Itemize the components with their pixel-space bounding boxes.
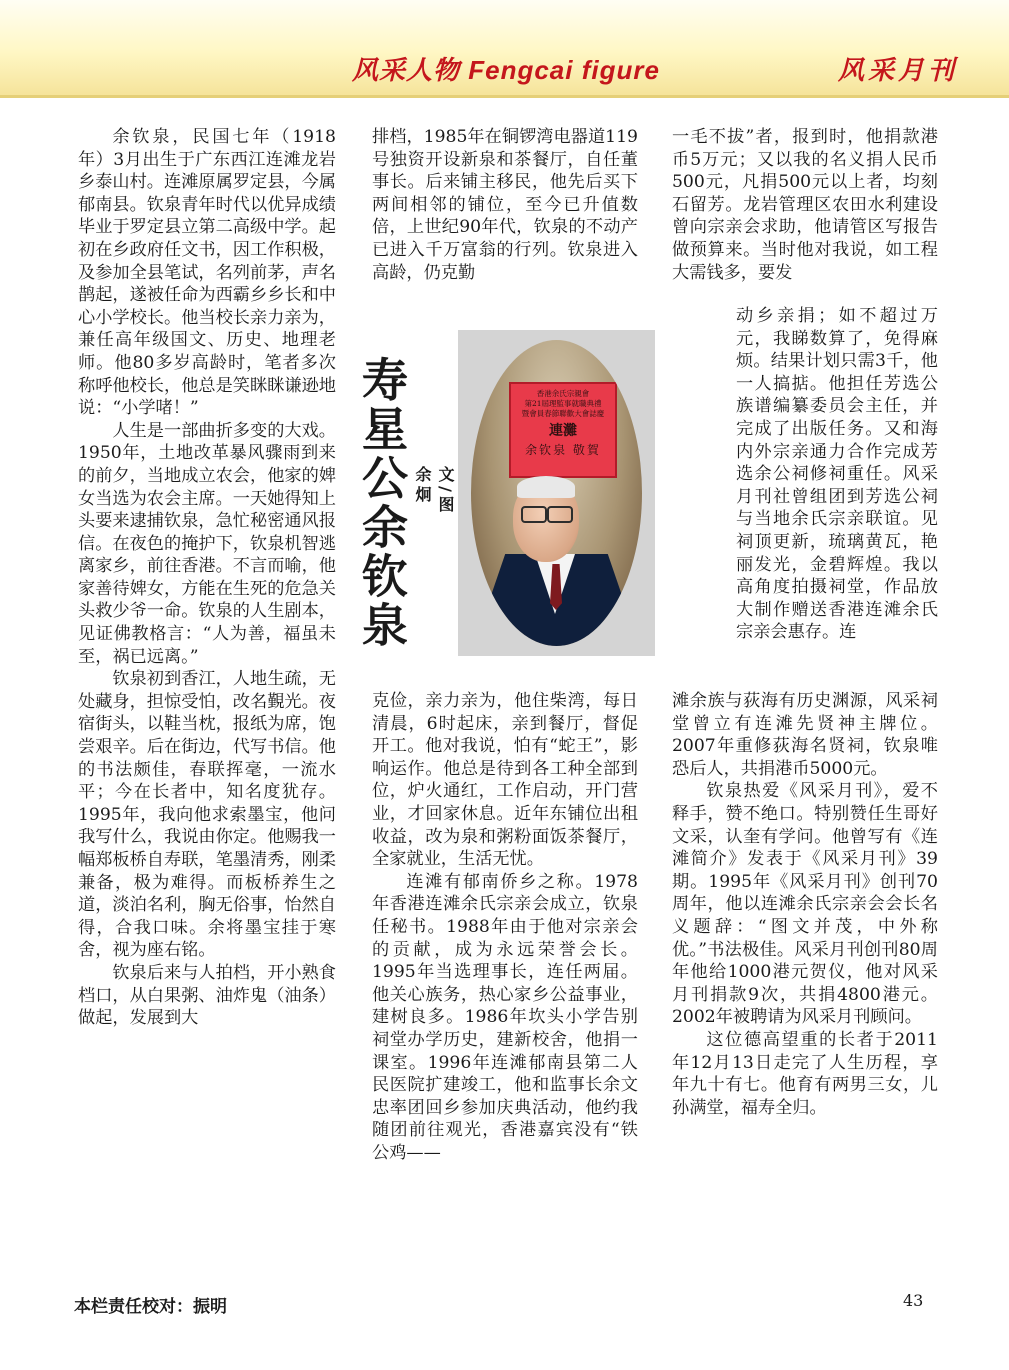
article-column-1 — [78, 126, 336, 1030]
paragraph: 滩余族与荻海有历史渊源，风采祠堂曾立有连滩先贤神主牌位。2007年重修荻海名贤祠，钦泉唯恐后人，共捐港币5000元。 — [672, 691, 938, 779]
article-column-3-top — [672, 126, 938, 284]
congratulation-banner — [509, 382, 617, 478]
byline-author: 余炯 — [413, 466, 432, 506]
banner-text: 連灘 — [549, 423, 577, 439]
magazine-brand: 风采月刊 — [838, 55, 959, 85]
banner-text: 余钦泉 敬賀 — [525, 443, 601, 457]
article-column-2-bottom — [372, 690, 638, 1164]
article-column-3-middle — [736, 305, 938, 644]
paragraph: 这位德高望重的长者于2011年12月13日走完了人生历程，享年九十有七。他育有两男三女，儿孙满堂，福寿全归。 — [672, 1029, 938, 1118]
banner-text: 暨會員春節聯歡大會誌慶 — [521, 409, 605, 418]
paragraph: 余钦泉，民国七年（1918年）3月出生于广东西江连滩龙岩乡泰山村。连滩原属罗定县，今属郁南县。钦泉青年时代以优异成绩毕业于罗定县立第二高级中学。起初在乡政府任文书，因工作积极，及参加全县笔试，名列前茅，声名鹊起，遂被任命为西霸乡乡长和中心小学校长。他当校长亲力亲为，兼任高年级国文、历史、地理老师。他80多岁高龄时，笔者多次称呼他校长，他总是笑眯眯谦逊地说：“小学啫！” — [78, 127, 336, 419]
column-brand: 风采人物 Fengcai figure — [352, 55, 660, 85]
byline — [411, 466, 457, 516]
article-title: 寿星公余钦泉 — [355, 356, 409, 650]
page-number: 43 — [903, 1291, 924, 1310]
portrait-oval — [471, 340, 642, 646]
header-divider — [0, 95, 1009, 98]
paragraph: 钦泉热爱《风采月刊》，爱不释手，赞不绝口。特别赞任生哥好文采，认奎有学问。他曾写有《连滩简介》发表于《风采月刊》39期。1995年《风采月刊》创刊70周年，他以连滩余氏宗亲会会长名义题辞：“图文并茂，中外称优。”书法极佳。风采月刊创刊80周年他给1000港元贺仪，他对风采月刊捐款9次，共捐4800港元。2002年被聘请为风采月刊顾问。 — [672, 781, 938, 1028]
paragraph: 钦泉初到香江，人地生疏，无处藏身，担惊受怕，改名覲光。夜宿街头，以鞋当枕，报纸为席，饱尝艰辛。后在街边，代写书信。他的书法颇佳，春联挥毫，一流水平；今在长者中，知名度犹存。1995年，我向他求索墨宝，他问我写什么，我说由你定。他赐我一幅郑板桥自寿联，笔墨清秀，刚柔兼备，极为难得。而板桥养生之道，淡泊名利，胸无俗事，怡然自得，合我口味。余将墨宝挂于寒舍，视为座右铭。 — [78, 669, 336, 961]
paragraph: 人生是一部曲折多变的大戏。1950年，土地改革暴风骤雨到来的前夕，当地成立农会，他家的婢女当选为农会主席。一天她得知上头要来逮捕钦泉，急忙秘密通风报信。在夜色的掩护下，钦泉机智逃离家乡，前往香港。不言而喻，他家善待婢女，方能在生死的危急关头救少爷一命。钦泉的人生剧本，见证佛教格言：“人为善，福虽未至，祸已远离。” — [78, 420, 336, 667]
paragraph: 克俭，亲力亲为，他住柴湾，每日清晨，6时起床，亲到餐厅，督促开工。他对我说，怕有“蛇王”，影响运作。他总是待到各工种全部到位，炉火通红，工作启动，开门营业，才回家休息。近年东铺位出租收益，改为泉和粥粉面饭茶餐厅，全家就业，生活无忧。 — [372, 691, 638, 870]
article-column-3-bottom — [672, 690, 938, 1119]
paragraph: 动乡亲捐；如不超过万元，我睇数算了，免得麻烦。结果计划只需3千，他一人搞掂。他担任芳选公族谱编纂委员会主任，并完成了出版任务。又和海内外宗亲通力合作完成芳选余公祠修祠重任。风采月刊社曾组团到芳选公祠与当地余氏宗亲联谊。见祠顶更新，琉璃黄瓦，艳丽发光，金碧辉煌。我以高角度拍摄祠堂，作品放大制作赠送香港连滩余氏宗亲会惠存。连 — [736, 306, 938, 643]
portrait-photo — [458, 330, 655, 656]
article-column-2-top — [372, 126, 638, 284]
banner-text: 香港余氏宗親會 — [536, 389, 590, 398]
proofreader-credit: 本栏责任校对：振明 — [74, 1297, 227, 1317]
glasses-icon — [521, 506, 573, 520]
paragraph: 钦泉后来与人拍档，开小熟食档口，从白果粥、油炸鬼（油条）做起，发展到大 — [78, 962, 336, 1029]
white-hair — [517, 476, 575, 498]
banner-text: 第21屆理監事就職典禮 — [524, 399, 602, 408]
byline-role: 文/图 — [436, 466, 455, 516]
paragraph: 连滩有郁南侨乡之称。1978年香港连滩余氏宗亲会成立，钦泉任秘书。1988年由于他对宗亲会的贡献，成为永远荣誉会长。1995年当选理事长，连任两届。他关心族务，热心家乡公益事业，建树良多。1986年坎头小学告别祠堂办学历史，建新校舍，他捐一课室。1996年连滩郁南县第二人民医院扩建竣工，他和监事长余文忠率团回乡参加庆典活动，他约我随团前往观光，香港嘉宾没有“铁公鸡—— — [372, 871, 638, 1163]
paragraph: 一毛不拔”者，报到时，他捐款港币5万元；又以我的名义捐人民币500元，凡捐500元以上者，均刻石留芳。龙岩管理区农田水利建设曾向宗亲会求助，他请管区写报告做预算来。当时他对我说，如工程大需钱多，要发 — [672, 127, 938, 283]
paragraph: 排档，1985年在铜锣湾电器道119号独资开设新泉和茶餐厅，自任董事长。后来铺主移民，他先后买下两间相邻的铺位，至今已升值数倍，上世纪90年代，钦泉的不动产已进入千万富翁的行列。钦泉进入高龄，仍克勤 — [372, 127, 638, 283]
